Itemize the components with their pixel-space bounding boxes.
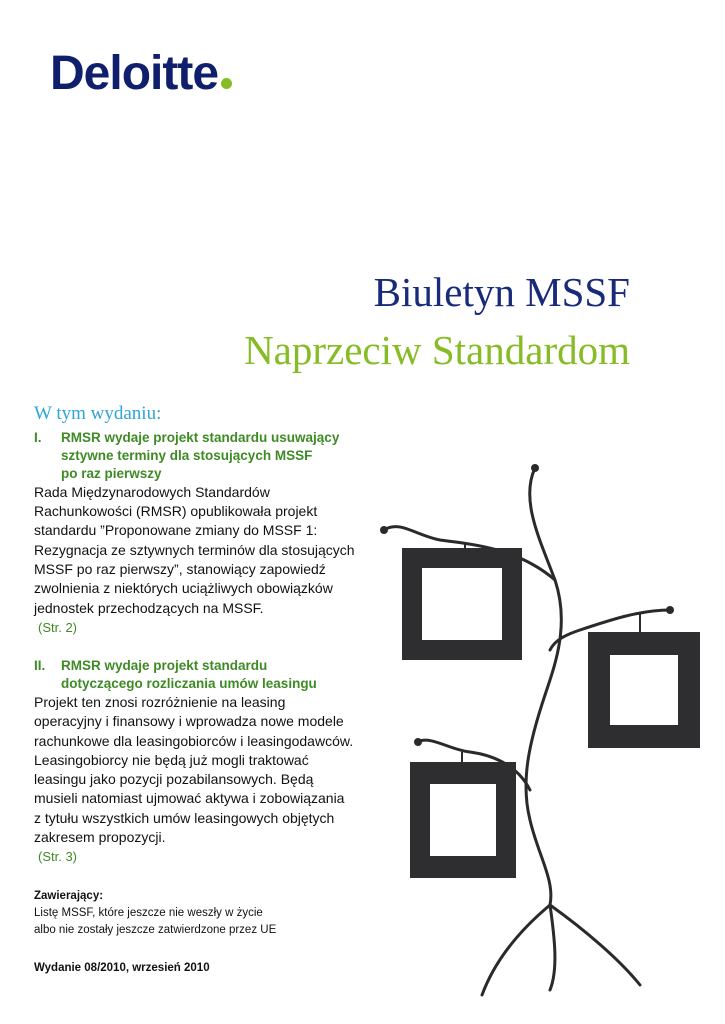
section-1-body — [34, 483, 379, 618]
edition-info: Wydanie 08/2010, wrzesień 2010 — [34, 962, 210, 974]
section-1-page-link[interactable]: (Str. 2) — [38, 619, 78, 635]
logo-dot — [221, 78, 232, 89]
section-1-heading-line: po raz pierwszy — [61, 465, 162, 481]
body-line: standardu ”Proponowane zmiany do MSSF 1: — [34, 522, 318, 539]
intro-heading: W tym wydaniu: — [34, 403, 162, 424]
section-1 — [34, 429, 379, 637]
body-line: zwolnienia z niektórych uciążliwych obowiązków — [34, 580, 333, 597]
section-1-number: I. — [34, 429, 42, 445]
body-line: z tytułu wszystkich umów leasingowych objętych — [34, 809, 335, 826]
contains-line: Listę MSSF, które jeszcze nie weszły w życie — [34, 907, 263, 919]
contents-column — [34, 404, 379, 866]
section-2-number: II. — [34, 657, 46, 673]
bulletin-subtitle: Naprzeciw Standardom — [244, 327, 630, 373]
body-line: Rada Międzynarodowych Standardów — [34, 483, 270, 500]
body-line: Projekt ten znosi rozróżnienie na leasing — [34, 693, 286, 710]
section-1-heading — [34, 429, 379, 483]
section-2-heading — [34, 657, 379, 693]
section-1-heading-line: sztywne terminy dla stosujących MSSF — [61, 447, 313, 463]
contains-heading: Zawierający: — [34, 890, 104, 902]
body-line: leasingu jako pozycji pozabilansowych. Będą — [34, 771, 314, 788]
body-line: zakresem propozycji. — [34, 829, 166, 846]
body-line: Leasingobiorcy nie będą już mogli traktować — [34, 751, 309, 768]
frame-left-top — [402, 544, 522, 660]
section-2-heading-line: RMSR wydaje projekt standardu — [61, 657, 268, 673]
frame-left-bottom — [410, 752, 516, 878]
body-line: MSSF po raz pierwszy”, stanowiący zapowiedź — [34, 561, 326, 578]
contains-block — [34, 888, 276, 939]
body-line: jednostek przechodzących na MSSF. — [34, 599, 264, 616]
body-line: musieli natomiast ujmować aktywa i zobowiązania — [34, 790, 345, 807]
frame-tree-illustration — [370, 460, 725, 1005]
body-line: rachunkowe dla leasingobiorców i leasingodawców. — [34, 732, 354, 749]
section-1-heading-line: RMSR wydaje projekt standardu usuwający — [61, 429, 340, 445]
deloitte-logo — [50, 47, 232, 100]
bulletin-title: Biuletyn MSSF — [373, 269, 630, 315]
logo-text: Deloitte — [50, 47, 219, 100]
body-line: Rachunkowości (RMSR) opublikowała projekt — [34, 503, 318, 520]
body-line: operacyjny i finansowy i wprowadza nowe modele — [34, 713, 344, 730]
body-line: Rezygnacja ze sztywnych terminów dla stosujących — [34, 541, 355, 558]
section-2-heading-line: dotyczącego rozliczania umów leasingu — [61, 675, 317, 691]
frame-right — [588, 613, 700, 748]
contains-line: albo nie zostały jeszcze zatwierdzone przez UE — [34, 924, 277, 936]
section-2-page-link[interactable]: (Str. 3) — [38, 849, 78, 865]
section-2 — [34, 657, 379, 866]
section-2-body — [34, 693, 379, 847]
